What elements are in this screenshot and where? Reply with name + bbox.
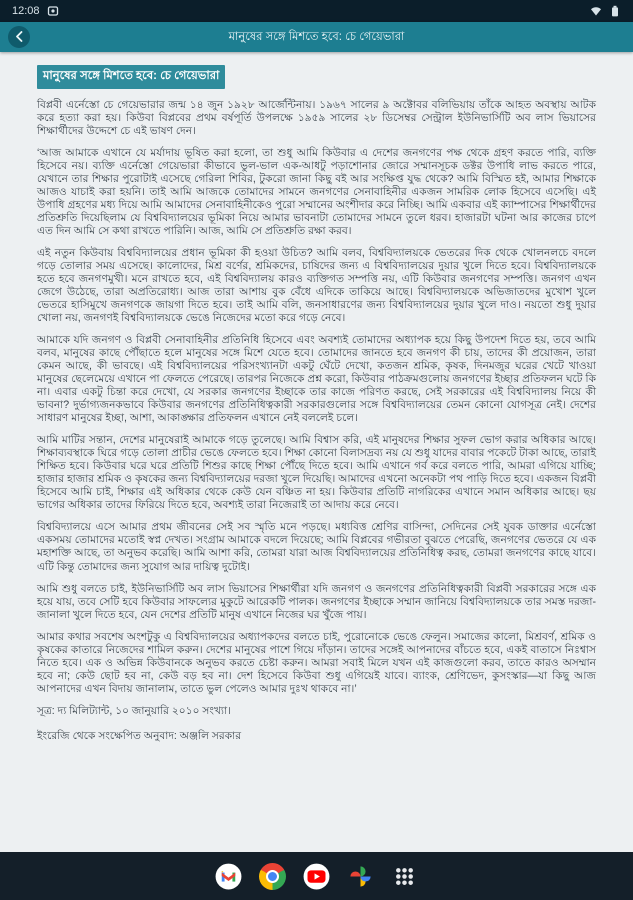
article-paragraph: আমি মাটির সন্তান, দেশের মানুষেরাই আমাকে গড়ে তুলেছে। আমি বিশ্বাস করি, এই মানুষদের শিক্ষার সুফল ভোগ করার অধিকার আছে। শিক্ষাব্যবস্থাকে ঘিরে গড়ে তোলা প্রাচীর ভেঙে ফেলতে হবে। শিক্ষা কোনো বিলাসদ্রব্য নয় যে শুধু যাদের বাবার পকেটে টাকা আছে, তারাই শিক্ষিত হবে। কিউবার ঘরে ঘরে প্রতিটি শিশুর কাছে শিক্ষা পৌঁছে দিতে হবে। আমি এখানে গর্ব করে বলতে পারি, আমরা এগিয়ে যাচ্ছি; হাজার হাজার শ্রমিক ও কৃষকের জন্য বিশ্ববিদ্যালয়ের দরজা খুলে দিয়েছি। আমাদের এখনো অনেকটা পথ পাড়ি দিতে হবে। একজন বিপ্লবী হিসেবে আমি চাই, শিক্ষার এই অধিকার থেকে কেউ যেন বঞ্চিত না হয়। কিউবার প্রতিটি নাগরিকের এখানে সমান অধিকার আছে। ছয় ভাগের অধিকার তাদের ফিরিয়ে দিতে হবে, অবশ্যই তারা নিজেরাই তা আদায় করে নেবে। bbox=[37, 434, 596, 512]
article-source: সূত্র: দ্য মিলিট্যান্ট, ১০ জানুয়ারি ২০১০ সংখ্যা। bbox=[37, 704, 231, 717]
apps-grid-icon[interactable] bbox=[391, 863, 418, 890]
article-paragraph: আমার কথার সবশেষ অংশটুকু এ বিশ্ববিদ্যালয়ের অধ্যাপকদের বলতে চাই, পুরোনোকে ভেঙে ফেলুন। সমাজের কালো, মিশ্রবর্ণ, শ্রমিক ও কৃষকের কাতারে নিজেদের শামিল করুন। দেশের মানুষের পাশে গিয়ে দাঁড়ান। তাদের সঙ্গেই আপনাদের বাঁচতে হবে, একই বাতাসে নিঃশ্বাস নিতে হবে। এক ও অভিন্ন কিউবানকে অনুভব করতে চেষ্টা করুন। আমরা সবাই মিলে যখন এই কাজগুলো করব, তাতে কারও অসম্মান হবে না; কেউ ছোট হব না, কেউ বড় হব না। দেশ হিসেবে কিউবা শুধু এগিয়েই যাবে। ব্যাংক, শ্রেণিভেদ, কুসংস্কার—যা কিছু আজ আপনাদের এখন বিদায় জানালাম, তাতে ভুল পেলেও আমার দুঃখ থাকবে না।’ bbox=[37, 630, 596, 695]
back-arrow-icon bbox=[14, 30, 25, 45]
screenshot-notification-icon bbox=[47, 5, 59, 17]
article-paragraph: এই নতুন কিউবায় বিশ্ববিদ্যালয়ের প্রধান ভূমিকা কী হওয়া উচিত? আমি বলব, বিশ্ববিদ্যালয়কে ভেতরের দিক থেকে খোলনলচে বদলে গড়ে তোলার সময় এসেছে। কালোদের, মিশ্র বর্ণের, শ্রমিকদের, চাষিদের জন্য এ বিশ্ববিদ্যালয়ের দুয়ার খুলে দিতে হবে। বিশ্ববিদ্যালয়কে হতে হবে জনগণমুখী। মনে রাখতে হবে, এই বিশ্ববিদ্যালয় কারও ব্যক্তিগত সম্পত্তি নয়, এটি কিউবার জনগণের সম্পত্তি। জনগণ এখন জেগে উঠেছে, তারা অপ্রতিরোধ্য। আজ তারা আশায় বুক বেঁধে এদিকে তাকিয়ে আছে। বিশ্ববিদ্যালয়কে অভিজাতদের মুখোশ খুলে ভেতরে হাসিমুখে জনগণকে জায়গা দিতে হবে। তাই আমি বলি, জনসাধারণের জন্য বিশ্ববিদ্যালয়ের দুয়ার খুলে দাও। নয়তো শুধু দুয়ার খোলা নয়, জনগণই বিশ্ববিদ্যালয়কে ভেঙে নিজেদের মতো করে গড়ে নেবে। bbox=[37, 247, 596, 325]
article-paragraph: আমি শুধু বলতে চাই, ইউনিভার্সিটি অব লাস ভিয়াসের শিক্ষার্থীরা যদি জনগণ ও জনগণের প্রতিনিধিত্বকারী বিপ্লবী সরকারের সঙ্গে এক হয়ে যায়, তবে সেটি হবে কিউবার সাফল্যের মুকুটে আরেকটি পালক। জনগণের ইচ্ছাকে সম্মান জানিয়ে বিশ্ববিদ্যালয়কে তার সমস্ত দরজা-জানালা খুলে দিতে হবে, যেন দেশের প্রতিটি মানুষ এখানে নিজের ঘর খুঁজে পায়। bbox=[37, 582, 596, 621]
status-bar bbox=[0, 0, 633, 22]
article-translator: ইংরেজি থেকে সংক্ষেপিত অনুবাদ: অঞ্জলি সরকার bbox=[37, 729, 242, 742]
youtube-icon[interactable] bbox=[303, 863, 330, 890]
clock: 12:08 bbox=[12, 5, 40, 17]
article-content bbox=[0, 52, 633, 852]
article-paragraph: আমাকে যদি জনগণ ও বিপ্লবী সেনাবাহিনীর প্রতিনিধি হিসেবে এবং অবশ্যই তোমাদের অধ্যাপক হয়ে কিছু উপদেশ দিতে হয়, তবে আমি বলব, মানুষের কাছে পৌঁছাতে হলে মানুষের সঙ্গে মিশে যেতে হবে। তোমাদের জানতে হবে জনগণ কী চায়, তাদের কী প্রয়োজন, তারা কেমন আছে, কী ভাবছে। এই বিশ্ববিদ্যালয়ের পরিসংখ্যানটা একটু ঘেঁটে দেখো, কতজন শ্রমিক, কৃষক, দিনমজুর ঘরের খেটে খাওয়া মানুষের ছেলেমেয়ে এখানে পা ফেলতে পেরেছে। তারপর নিজেকে প্রশ্ন করো, কিউবার পাঠক্রমগুলোয় জনগণের ইচ্ছার প্রতিফলন ঘটে কি না। এবার একটু চিন্তা করে দেখো, যে সরকার জনগণের ইচ্ছাকে তার কাজে পরিণত করছে, সেই সরকারের এই বিশ্ববিদ্যালয় নিয়ে কী ভাবনা? দুর্ভাগ্যজনকভাবে কিউবার জনগণের প্রতিনিধিত্বকারী সরকারগুলোর সঙ্গে বিশ্ববিদ্যালয়ের তেমন কোনো যোগসূত্র নেই। দেশের সাধারণ মানুষের ইচ্ছা, আশা, আকাঙ্ক্ষার প্রতিফলন এখানে নেই বললেই চলে। bbox=[37, 334, 596, 425]
article-paragraph: ‘আজ আমাকে এখানে যে মর্যাদায় ভূষিত করা হলো, তা শুধু আমি কিউবার এ দেশের জনগণের পক্ষ থেকে গ্রহণ করতে পারি, ব্যক্তি হিসেবে নয়। ব্যক্তি এর্নেস্তো গেয়েভারা কীভাবে ভুল-ভাল এক-আধটু পড়াশোনার জোরে সম্মানসূচক ডক্টর উপাধি লাভ করতে পারে, যেখানে তার শিক্ষার পুরোটাই এসেছে গেরিলা শিবির, টুকরো জানা কিছু বই আর সংক্ষিপ্ত যুদ্ধ থেকে? আমি বিস্মিত হই, আমার শিক্ষাকে আজও যাচাই করা হয়নি। তাই আমি আজকে তোমাদের সামনে জনগণের সেনাবাহিনীর একজন সামরিক লোক হিসেবে এসেছি। এই উপাধি গ্রহণের মধ্য দিয়ে আমি আমাদের সেনাবাহিনীকেও পুরো সম্মানের অংশীদার করে নিচ্ছি। আমি একবার এই ক্যাম্পাসের শিক্ষার্থীদের প্রতিশ্রুতি দিয়েছিলাম যে বিশ্ববিদ্যালয়ের ভূমিকা নিয়ে আমার ভাবনাটা তোমাদের সামনে তুলে ধরব। হাজারটা ঘটনা আর কাজের চাপে এত দিন আমি সে কথা রাখতে পারিনি। আজ, আমি সে প্রতিশ্রুতি রক্ষা করব। bbox=[37, 147, 596, 238]
article-paragraph: বিশ্ববিদ্যালয়ে এসে আমার প্রথম জীবনের সেই সব স্মৃতি মনে পড়ছে। মধ্যবিত্ত শ্রেণির বাসিন্দা, সেদিনের সেই যুবক ডাক্তার এর্নেস্তো একসময় তোমাদের মতোই স্বপ্ন দেখত। সংগ্রাম আমাকে বদলে দিয়েছে; আমি বিপ্লবের গভীরতা বুঝতে পেরেছি, জনগণের ভেতরে যে এক মহাশক্তি আছে, তা অনুভব করেছি। আমি আশা করি, তোমরা যারা আজ বিশ্ববিদ্যালয়ের প্রতিনিধিত্ব করছ, তোমরা জনগণের কাছে যাবে। এটি কিন্তু তোমাদের জন্য সুযোগ আর দায়িত্ব দুটোই। bbox=[37, 521, 596, 573]
battery-icon bbox=[609, 5, 621, 17]
article-paragraph: বিপ্লবী এর্নেস্তো চে গেয়েভারার জন্ম ১৪ জুন ১৯২৮ আর্জেন্টিনায়। ১৯৬৭ সালের ৯ অক্টোবর বলিভিয়ায় তাঁকে আহত অবস্থায় আটক করে হত্যা করা হয়। কিউবা বিপ্লবের প্রথম বর্ষপূর্তি উপলক্ষে ১৯৫৯ সালের ২৮ ডিসেম্বর সেন্ট্রাল ইউনিভার্সিটি অব লাস ভিয়াসের শিক্ষার্থীদের উদ্দেশে চে এই ভাষণ দেন। bbox=[37, 99, 596, 138]
article-title: মানুষের সঙ্গে মিশতে হবে: চে গেয়েভারা bbox=[37, 65, 225, 89]
back-button[interactable] bbox=[8, 26, 30, 48]
app-bar-title: মানুষের সঙ্গে মিশতে হবে: চে গেয়েভারা bbox=[228, 30, 405, 43]
chrome-ball bbox=[259, 863, 286, 890]
google-photos-icon[interactable] bbox=[347, 863, 374, 890]
wifi-icon bbox=[590, 5, 602, 17]
gmail-icon[interactable] bbox=[215, 863, 242, 890]
chrome-icon[interactable] bbox=[259, 863, 286, 890]
dock bbox=[0, 852, 633, 900]
app-bar bbox=[0, 22, 633, 52]
